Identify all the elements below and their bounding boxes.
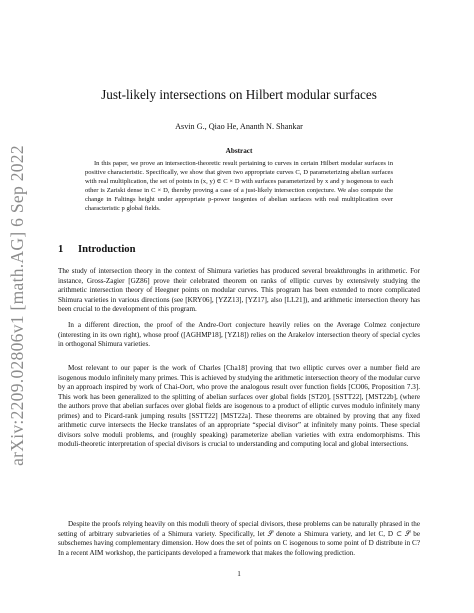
paragraph: The study of intersection theory in the context of Shimura varieties has produced several breakthroughs in arithmetic. For instance, Gross-Zagier [GZ86] prove their celebrated theorem on ranks of elliptic curves by extensively studying the arithmetic intersection theory of Heegner points on modular curves. This program has been extended to more complicated Shimura varieties in various directions (see [KRY06], [YZZ13], [YZ17], also [LL21]), and arithmetic intersection theory has been crucial to the development of this program. <box>58 267 420 314</box>
paragraph: Most relevant to our paper is the work of Charles [Cha18] proving that two elliptic curves over a number field are isogenous modulo infinitely many primes. This is achieved by studying the arithmetic intersection theory of the modular curve by an approach inspired by work of Chai-Oort, who prove the analogous result over function fields [CO06, Proposition 7.3]. This work has been generalized to the splitting of abelian surfaces over global fields [ST20], [SSTT22], [MST22b], (where the authors prove that abelian surfaces over global fields are isogenous to a product of elliptic curves modulo infinitely many primes) and to Picard-rank jumping results [SSTT22] [MST22a]. These theorems are obtained by proving that any fixed arithmetic curve intersects the Hecke translates of an appropriate “special divisor” at infinitely many points. These special divisors solve moduli problems, and (roughly speaking) parameterize abelian varieties with extra endomorphisms. This moduli-theoretic interpretation of special divisors is crucial to understanding and computing local and global intersections. <box>58 364 420 449</box>
author-list: Asvin G., Qiao He, Ananth N. Shankar <box>175 122 303 131</box>
paper-title: Just-likely intersections on Hilbert modular surfaces <box>101 87 377 102</box>
section-heading <box>58 244 136 255</box>
paragraph: In a different direction, the proof of the Andre-Oort conjecture heavily relies on the Average Colmez conjecture (interesting in its own right), whose proof ([AGHMP18], [YZ18]) relies on the Arakelov intersection theory of special cycles in orthogonal Shimura varieties. <box>58 321 420 349</box>
abstract-heading: Abstract <box>225 147 253 155</box>
arxiv-identifier: arXiv:2209.02806v1 [math.AG] 6 Sep 2022 <box>6 144 27 466</box>
page-number: 1 <box>237 570 241 578</box>
paragraph: Despite the proofs relying heavily on this moduli theory of special divisors, these problems can be naturally phrased in the setting of arbitrary subvarieties of a Shimura variety. Specifically, let 𝒮 denote a Shimura variety, and let C, D ⊂ 𝒮 be subschemes having complementary dimension. How does the set of points on C isogenous to some point of D distribute in C? In a recent AIM workshop, the participants developed a framework that makes the following prediction. <box>58 520 420 557</box>
section-title: Introduction <box>78 244 136 255</box>
arxiv-stamp <box>2 140 32 470</box>
section-number: 1 <box>58 244 64 255</box>
abstract-text: In this paper, we prove an intersection-theoretic result pertaining to curves in certain Hilbert modular surfaces in positive characteristic. Specifically, we show that given two appropriate curves C, D parameterizing abelian surfaces with real multiplication, the set of points in (x, y) ∈ C × D with surfaces parameterized by x and y isogenous to each other is Zariski dense in C × D, thereby proving a case of a just-likely intersection conjecture. We also compute the change in Faltings height under appropriate p-power isogenies of abelian surfaces with real multiplication over characteristic p global fields. <box>85 160 393 212</box>
